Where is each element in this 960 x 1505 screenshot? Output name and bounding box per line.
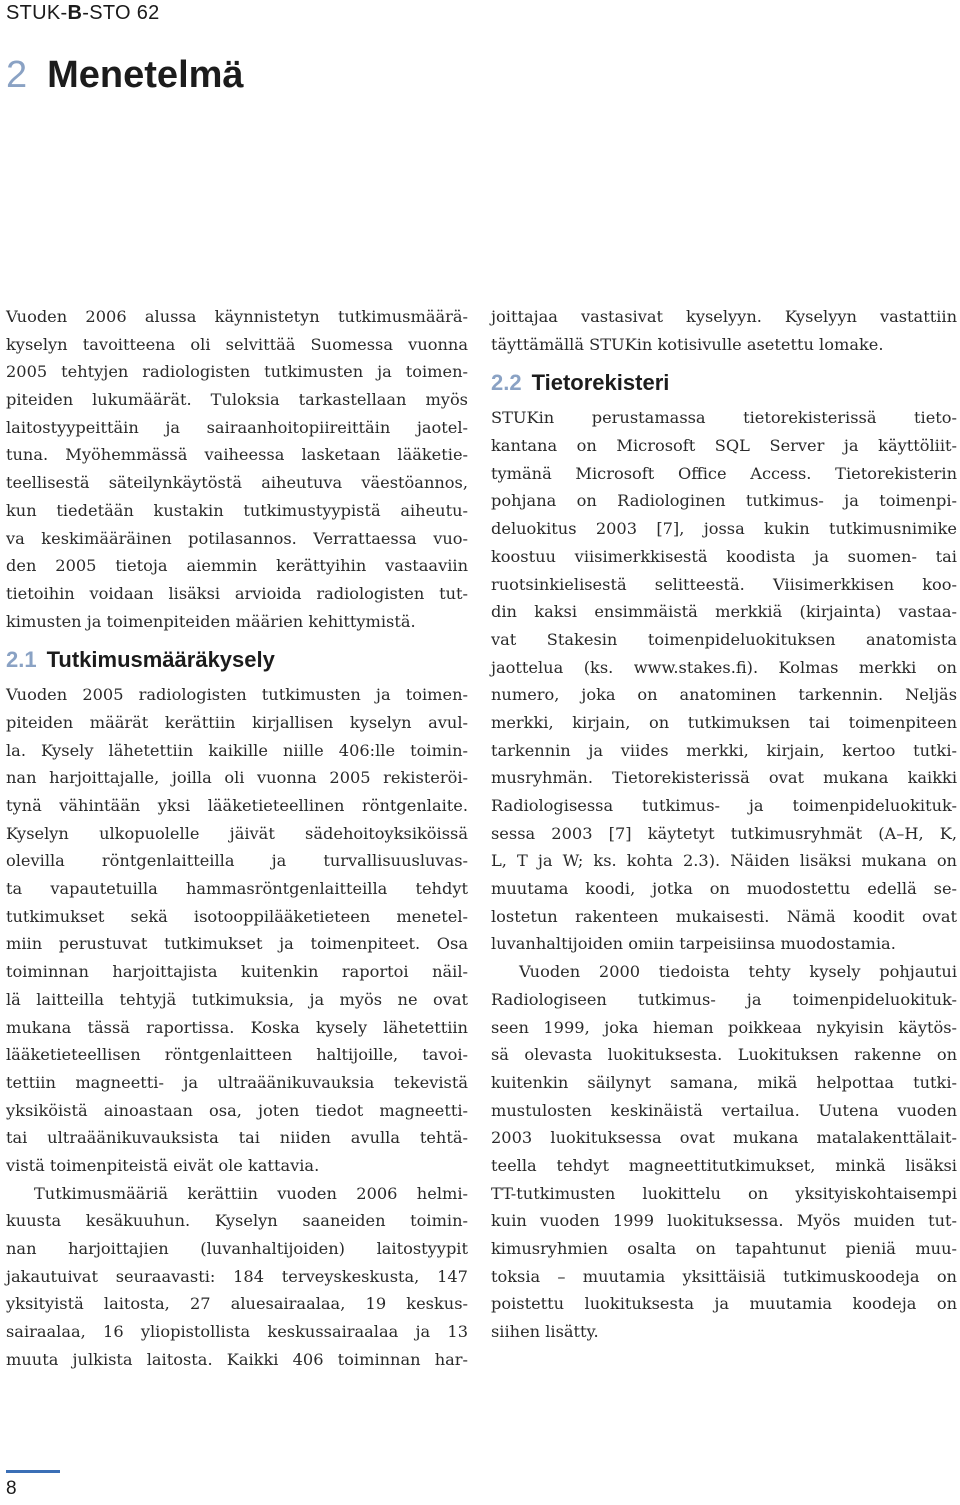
text-line: tarkennin ja viides merkki, kirjain, kertoo tutki- (491, 740, 957, 760)
series-letter: B (67, 2, 83, 24)
text-line: mustulosten keskinäistä vertailua. Uutena vuoden (491, 1100, 957, 1120)
right-column (491, 303, 957, 1346)
section-title: Tutkimusmääräkysely (46, 647, 275, 673)
text-line: sessa 2003 [7] käytetyt tutkimusryhmät (A–H, K, (491, 823, 957, 843)
text-line: kuitenkin säilynyt samana, mikä helpottaa tutki- (491, 1072, 957, 1092)
text-line: Kyselyn ulkopuolelle jäivät sädehoitoyksiköissä (6, 823, 468, 843)
footer-rule (6, 1470, 60, 1473)
paragraph (6, 1180, 468, 1374)
section-number: 2.1 (6, 647, 37, 673)
text-line: vistä toimenpiteistä eivät ole kattavia. (6, 1155, 320, 1175)
text-line: den 2005 tietoja aiemmin kerättyihin vastaaviin (6, 556, 468, 576)
text-line: tettiin magneetti- ja ultraäänikuvauksia tekevistä (6, 1072, 468, 1092)
text-line: toiminnan harjoittajista kuitenkin raportoi näil- (6, 962, 468, 982)
text-line: joittajaa vastasivat kyselyyn. Kyselyyn vastattiin (491, 307, 957, 326)
text-line: jakautuivat seuraavasti: 184 terveyskeskusta, 147 (6, 1266, 468, 1286)
text-line: merkki, kirjain, on tutkimuksen tai toimenpiteen (491, 712, 957, 732)
intro-paragraph (6, 303, 468, 635)
left-column (6, 303, 468, 1373)
text-line: Vuoden 2000 tiedoista tehty kysely pohjautui (519, 962, 957, 982)
text-line: kantana on Microsoft SQL Server ja käyttöliit- (491, 436, 957, 456)
text-line: sairaalaa, 16 yliopistollista keskussairaalaa ja 13 (6, 1322, 468, 1342)
text-line: teellisestä säteilynkäytöstä aiheutuva väestöannos, (6, 473, 468, 493)
text-line: muuta julkista laitosta. Kaikki 406 toiminnan har- (6, 1349, 468, 1369)
text-line: musryhmän. Tietorekisterissä ovat mukana kaikki (491, 768, 957, 788)
page-number: 8 (6, 1478, 17, 1499)
text-line: vat Stakesin toimenpideluokituksen anatomista (491, 629, 957, 649)
text-line: tymänä Microsoft Office Access. Tietorekisterin (491, 463, 957, 483)
text-line: la. Kysely lähetettiin kaikille niille 406:lle toimin- (6, 740, 468, 760)
text-line: tutkimukset sekä isotooppilääketieteen menetel- (6, 906, 468, 926)
text-line: teella tehdyt magneettitutkimukset, minkä lisäksi (491, 1155, 957, 1175)
text-line: piteiden määrät kerättiin kirjallisen kyselyn avul- (6, 712, 468, 732)
text-line: kuusta kesäkuuhun. Kyselyn saaneiden toimin- (6, 1211, 468, 1231)
text-line: lä laitteilla tehtyjä tutkimuksia, ja myös ne ovat (6, 989, 468, 1009)
text-line: kyselyn tavoitteena oli selvittää Suomessa vuonna (6, 334, 468, 354)
section-title: Tietorekisteri (531, 370, 670, 396)
text-line: nan harjoittajien (luvanhaltijoiden) laitostyypit (6, 1239, 468, 1258)
text-line: tietoihin voidaan lisäksi arvioida radiologisten tut- (6, 583, 468, 603)
text-line: Radiologisessa tutkimus- ja toimenpideluokituk- (491, 796, 957, 815)
text-line: kun tiedetään kustakin tutkimustyypistä aiheutu- (6, 500, 468, 520)
text-line: va keskimääräinen potilasannos. Verrattaessa vuo- (6, 528, 468, 548)
text-line: ta vapautetuilla hammasröntgenlaitteilla tehdyt (6, 879, 468, 899)
text-line: Vuoden 2006 alussa käynnistetyn tutkimusmäärä- (6, 307, 468, 326)
text-line: STUKin perustamassa tietorekisterissä tieto- (491, 408, 957, 428)
series-number: -STO 62 (82, 2, 160, 24)
section-number: 2.2 (491, 370, 522, 396)
section-body (491, 404, 957, 958)
text-line: siihen lisätty. (491, 1322, 599, 1342)
text-line: kimusten ja toimenpiteiden määrien kehittymistä. (6, 611, 416, 631)
text-line: piteiden lukumäärät. Tuloksia tarkastellaan myös (6, 390, 468, 410)
text-line: TT-tutkimusten luokittelu on yksityiskohtaisempi (491, 1183, 957, 1203)
text-line: Vuoden 2005 radiologisten tutkimusten ja toimen- (6, 685, 468, 705)
text-line: tynä vähintään yksi lääketieteellinen röntgenlaite. (6, 796, 468, 815)
text-line: yksiköistä ainoastaan osa, joten tiedot magneetti- (6, 1100, 468, 1120)
text-line: tai ultraäänikuvauksista tai niiden avulla tehtä- (6, 1128, 468, 1148)
text-line: lääketieteellisen röntgenlaitteen haltijoille, tavoi- (6, 1045, 468, 1065)
text-line: kuin vuoden 1999 luokituksessa. Myös muiden tut- (491, 1211, 957, 1231)
text-line: jaottelua (ks. www.stakes.fi). Kolmas merkki on (491, 657, 957, 677)
text-line: lostetun rakenteen mukaisesti. Nämä koodit ovat (491, 906, 957, 926)
series-prefix: STUK- (6, 2, 68, 24)
text-line: muutama koodi, jotka on muodostettu edellä se- (491, 879, 957, 899)
text-line: L, T ja W; ks. kohta 2.3). Näiden lisäksi mukana on (491, 851, 957, 871)
text-line: seen 1999, joka hieman poikkeaa nykyisin käytös- (491, 1017, 957, 1037)
section-body (6, 681, 468, 1179)
text-line: luvanhaltijoiden omiin tarpeisiinsa muodostamia. (491, 934, 896, 954)
text-line: nan harjoittajalle, joilla oli vuonna 2005 rekisteröi- (6, 768, 468, 788)
text-line: poistettu luokituksesta ja muutamia koodeja on (491, 1294, 957, 1314)
text-line: Tutkimusmääriä kerättiin vuoden 2006 helmi- (34, 1183, 468, 1203)
text-line: kimusryhmien osalta on tapahtunut pieniä muu- (491, 1239, 957, 1258)
chapter-number: 2 (6, 54, 28, 96)
text-line: ruotsinkielisestä selitteestä. Viisimerkkisen koo- (491, 574, 957, 594)
text-line: din kaksi ensimmäistä merkkiä (kirjainta) vastaa- (491, 602, 957, 622)
continuation-paragraph (491, 303, 957, 358)
text-line: sä olevasta luokituksesta. Luokituksen rakenne on (491, 1045, 957, 1065)
text-line: pohjana on Radiologinen tutkimus- ja toimenpi- (491, 491, 957, 511)
text-line: koostuu viisimerkkisestä koodista ja suomen- tai (491, 546, 957, 566)
text-line: miin perustuvat tutkimukset ja toimenpiteet. Osa (6, 934, 468, 954)
paragraph (491, 958, 957, 1346)
section-heading-2-2 (491, 362, 957, 404)
text-line: Radiologiseen tutkimus- ja toimenpideluokituk- (491, 989, 957, 1009)
section-heading-2-1 (6, 639, 468, 681)
text-line: olevilla röntgenlaitteilla ja turvallisuusluvas- (6, 851, 468, 871)
text-line: täyttämällä STUKin kotisivulle asetettu lomake. (491, 334, 884, 354)
chapter-heading (6, 52, 244, 98)
text-line: mukana tässä raportissa. Koska kysely lähetettiin (6, 1017, 468, 1037)
text-line: deluokitus 2003 [7], jossa kukin tutkimusnimike (491, 519, 957, 539)
text-line: tuna. Myöhemmässä vaiheessa lasketaan lääketie- (6, 445, 468, 465)
text-line: numero, joka on anatominen tarkennin. Neljäs (491, 685, 957, 705)
text-line: yksityistä laitosta, 27 aluesairaalaa, 19 keskus- (6, 1294, 468, 1314)
text-line: 2005 tehtyjen radiologisten tutkimusten ja toimen- (6, 362, 468, 382)
series-identifier (6, 2, 160, 25)
text-line: laitostyypeittäin ja sairaanhoitopiireittäin jaotel- (6, 417, 468, 437)
chapter-title: Menetelmä (47, 54, 244, 96)
text-line: toksia – muutamia yksittäisiä tutkimuskoodeja on (491, 1266, 957, 1286)
text-line: 2003 luokituksessa ovat mukana matalakenttälait- (491, 1128, 957, 1148)
